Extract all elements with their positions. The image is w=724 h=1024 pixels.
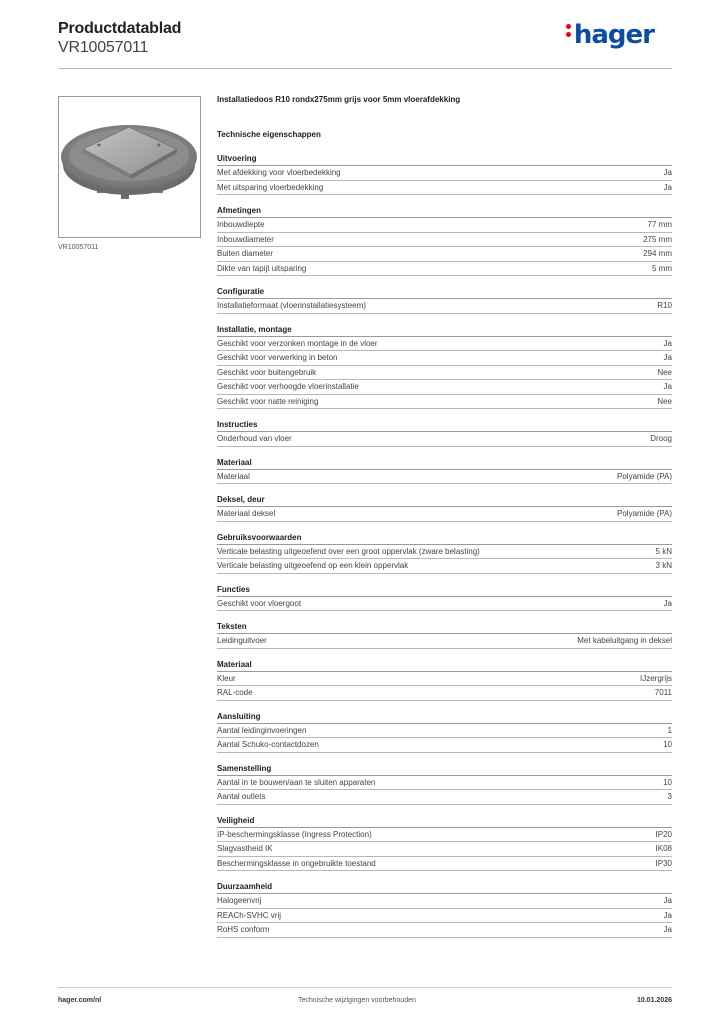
property-value: 3 — [667, 792, 672, 801]
property-value: Nee — [657, 396, 672, 406]
property-row — [217, 597, 672, 612]
property-value: IJzergrijs — [639, 673, 672, 683]
property-value: 77 mm — [647, 220, 672, 229]
property-value: 5 kN — [655, 546, 672, 556]
property-label: Kleur — [217, 673, 236, 683]
property-row — [217, 776, 672, 791]
property-label: RoHS conform — [217, 925, 270, 934]
property-value: Ja — [663, 382, 672, 391]
property-value: 294 mm — [643, 249, 672, 258]
property-value: Ja — [663, 338, 672, 348]
section-title: Functies — [217, 585, 672, 597]
property-row — [217, 166, 672, 181]
product-details — [217, 95, 672, 938]
property-section — [217, 206, 672, 276]
property-label: Dikte van tapijt uitsparing — [217, 263, 307, 273]
property-value: Polyamide (PA) — [617, 471, 672, 481]
property-row — [217, 672, 672, 687]
technical-properties-title: Technische eigenschappen — [217, 130, 321, 139]
property-section — [217, 764, 672, 805]
property-label: Verticale belasting uitgeoefend op een klein oppervlak — [217, 561, 409, 570]
footer-date: 10.01.2026 — [636, 997, 672, 1004]
property-row — [217, 894, 672, 909]
property-value: 5 mm — [652, 263, 672, 273]
property-row — [217, 842, 672, 857]
property-value: Ja — [663, 598, 672, 608]
property-row — [217, 634, 672, 649]
property-row — [217, 828, 672, 843]
property-value: 1 — [667, 725, 672, 735]
product-description: Installatiedoos R10 rondx275mm grijs voor 5mm vloerafdekking — [217, 95, 461, 104]
property-label: Onderhoud van vloer — [217, 434, 292, 443]
property-value: Droog — [650, 434, 672, 443]
footer-divider — [58, 987, 672, 988]
property-label: Met uitsparing vloerbedekking — [217, 182, 324, 192]
property-section — [217, 458, 672, 485]
property-label: Met afdekking voor vloerbedekking — [217, 168, 341, 177]
property-row — [217, 299, 672, 314]
property-row — [217, 395, 672, 410]
property-section — [217, 325, 672, 410]
property-section — [217, 533, 672, 574]
section-title: Aansluiting — [217, 712, 672, 724]
property-label: Verticale belasting uitgeoefend over een groot oppervlak (zware belasting) — [217, 546, 480, 556]
property-row — [217, 738, 672, 753]
property-label: Buiten diameter — [217, 249, 274, 258]
section-title: Deksel, deur — [217, 495, 672, 507]
image-caption: VR10057011 — [58, 244, 99, 251]
section-title: Instructies — [217, 420, 672, 432]
property-section — [217, 816, 672, 872]
property-label: Aantal leidinginvoeringen — [217, 725, 307, 735]
property-value: Ja — [663, 168, 672, 177]
section-title: Uitvoering — [217, 154, 672, 166]
product-image — [58, 96, 201, 238]
property-label: Geschikt voor verzonken montage in de vloer — [217, 338, 378, 348]
property-label: Materiaal — [217, 471, 250, 481]
property-label: Beschermingsklasse in ongebruikte toestand — [217, 858, 376, 868]
property-section — [217, 585, 672, 612]
logo-dots-icon — [566, 24, 571, 40]
footer-url: hager.com/nl — [58, 997, 102, 1004]
property-label: Installatieformaat (vloerinstallatiesysteem) — [217, 301, 366, 310]
hager-logo — [566, 20, 654, 50]
property-value: 7011 — [654, 688, 672, 697]
property-value: Ja — [663, 182, 672, 192]
property-label: Aantal outlets — [217, 792, 266, 801]
property-row — [217, 724, 672, 739]
property-label: Halogeenvrij — [217, 896, 262, 905]
property-section — [217, 882, 672, 938]
section-title: Duurzaamheid — [217, 882, 672, 894]
property-section — [217, 495, 672, 522]
property-row — [217, 181, 672, 196]
section-title: Veiligheid — [217, 816, 672, 828]
property-value: IK08 — [655, 844, 672, 853]
property-label: REACh-SVHC vrij — [217, 910, 282, 920]
property-label: Geschikt voor verwerking in beton — [217, 353, 338, 362]
property-row — [217, 923, 672, 938]
property-row — [217, 559, 672, 574]
logo-text: hager — [573, 20, 654, 50]
property-value: IP30 — [655, 858, 672, 868]
property-label: Aantal Schuko-contactdozen — [217, 740, 319, 749]
property-value: Nee — [657, 367, 672, 377]
property-section — [217, 420, 672, 447]
floor-box-icon — [59, 97, 200, 237]
property-row — [217, 909, 672, 924]
property-row — [217, 233, 672, 248]
property-label: Inbouwdiameter — [217, 234, 274, 244]
property-section — [217, 154, 672, 195]
property-section — [217, 712, 672, 753]
property-value: Ja — [663, 925, 672, 934]
section-title: Materiaal — [217, 660, 672, 672]
property-value: 10 — [663, 777, 672, 787]
section-title: Materiaal — [217, 458, 672, 470]
property-value: Ja — [663, 353, 672, 362]
property-value: 10 — [663, 740, 672, 749]
product-number: VR10057011 — [58, 39, 149, 56]
property-row — [217, 470, 672, 485]
property-label: Geschikt voor buitengebruik — [217, 367, 317, 377]
property-value: R10 — [657, 301, 672, 310]
property-value: Ja — [663, 910, 672, 920]
property-label: Materiaal deksel — [217, 509, 276, 518]
property-section — [217, 622, 672, 649]
properties-list — [217, 154, 672, 938]
property-row — [217, 790, 672, 805]
property-row — [217, 507, 672, 522]
property-row — [217, 262, 672, 277]
property-label: Geschikt voor natte reiniging — [217, 396, 319, 406]
property-label: Geschikt voor vloergoot — [217, 598, 302, 608]
property-section — [217, 287, 672, 314]
property-row — [217, 545, 672, 560]
property-section — [217, 660, 672, 701]
section-title: Teksten — [217, 622, 672, 634]
property-value: Met kabeluitgang in deksel — [577, 636, 672, 645]
property-value: 3 kN — [655, 561, 672, 570]
property-row — [217, 686, 672, 701]
section-title: Gebruiksvoorwaarden — [217, 533, 672, 545]
property-row — [217, 380, 672, 395]
property-row — [217, 247, 672, 262]
property-row — [217, 366, 672, 381]
property-row — [217, 337, 672, 352]
property-label: Aantal in te bouwen/aan te sluiten apparaten — [217, 777, 376, 787]
property-value: IP20 — [655, 829, 672, 839]
property-label: IP-beschermingsklasse (Ingress Protection) — [217, 829, 372, 839]
property-label: Slagvastheid IK — [217, 844, 273, 853]
property-value: 275 mm — [643, 234, 672, 244]
property-label: Leidinguitvoer — [217, 636, 267, 645]
property-row — [217, 218, 672, 233]
property-row — [217, 432, 672, 447]
page-header — [58, 20, 672, 70]
property-label: Inbouwdiepte — [217, 220, 265, 229]
section-title: Configuratie — [217, 287, 672, 299]
property-label: Geschikt voor verhoogde vloerinstallatie — [217, 382, 359, 391]
section-title: Afmetingen — [217, 206, 672, 218]
section-title: Installatie, montage — [217, 325, 672, 337]
property-row — [217, 351, 672, 366]
property-label: RAL-code — [217, 688, 253, 697]
page-title: Productdatablad — [58, 20, 182, 37]
property-value: Polyamide (PA) — [617, 509, 672, 518]
property-row — [217, 857, 672, 872]
section-title: Samenstelling — [217, 764, 672, 776]
header-divider — [58, 68, 672, 69]
footer-note: Technische wijzigingen voorbehouden — [298, 997, 416, 1004]
property-value: Ja — [663, 896, 672, 905]
